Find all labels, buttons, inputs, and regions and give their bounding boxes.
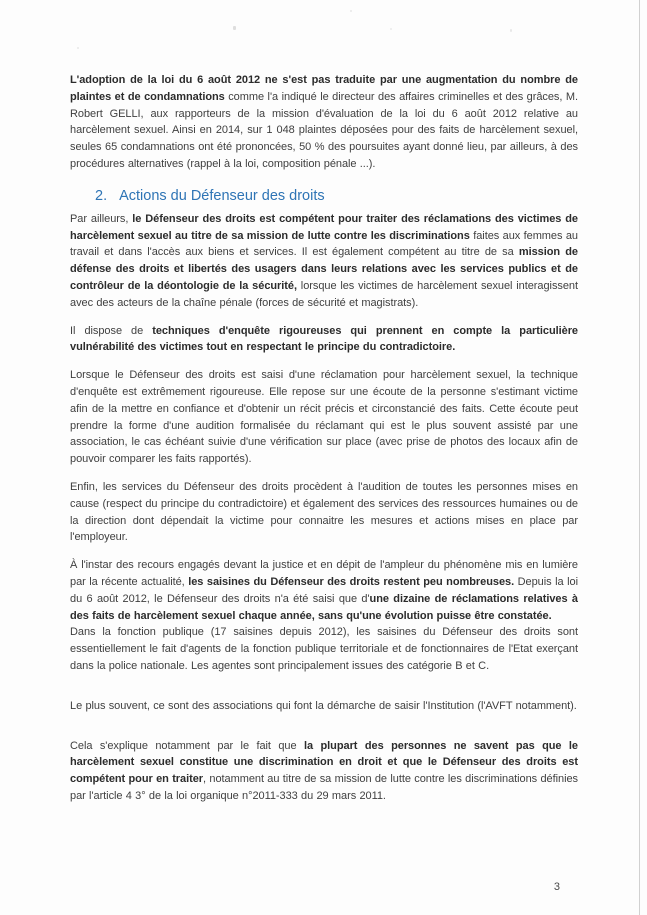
bold-text-run: les saisines du Défenseur des droits restent peu nombreuses.: [188, 575, 515, 588]
section-heading-number: 2.: [95, 187, 108, 204]
paragraph: [70, 557, 578, 624]
text-run: Depuis la loi du 6 août 2012, le Défenseur des droits n'a été saisi que d': [70, 575, 578, 605]
paragraph: [70, 323, 578, 357]
bold-text-run: une dizaine de réclamations relatives à des faits de harcèlement sexuel chaque année, sans qu'une évolution puisse être constatée.: [70, 592, 579, 622]
scan-speck: [510, 29, 512, 32]
scan-speck: [77, 47, 79, 49]
paragraph: [70, 367, 578, 468]
scan-speck: [350, 10, 352, 12]
text-run: Il dispose de: [70, 324, 153, 337]
scan-speck: [390, 28, 392, 30]
text-run: À l'instar des recours engagés devant la justice et en dépit de l'ampleur du phénomène mis en lumière par la récente actualité,: [70, 559, 578, 588]
bold-text-run: techniques d'enquête rigoureuses qui prennent en compte la particulière vulnérabilité des victimes tout en respectant le principe du contradictoire.: [70, 324, 578, 354]
text-run: , notamment au titre de sa mission de lutte contre les discriminations définies par l'article 4 3° de la loi organique n°2011-333 du 29 mars 2011.: [70, 773, 578, 802]
section-heading-text: Actions du Défenseur des droits: [119, 187, 325, 204]
scan-speck: [233, 26, 236, 30]
text-run: Le plus souvent, ce sont des associations qui font la démarche de saisir l'Institution (l'AVFT notamment).: [70, 699, 577, 712]
bold-text-run: L'adoption de la loi du 6 août 2012 ne s'est pas traduite par une augmentation du nombre de plaintes et de condamnations: [70, 74, 578, 103]
text-run: Enfin, les services du Défenseur des droits procèdent à l'audition de toutes les personnes mises en cause (respect du principe du contradictoire) et également des services des ressources humaines ou de la direction dont dépendait la victime pour connaitre les mesures et actions mises en place par l'employeur.: [70, 480, 578, 544]
paragraph: [70, 624, 578, 674]
text-run: Cela s'explique notamment par le fait que: [70, 739, 304, 752]
text-run: comme l'a indiqué le directeur des affaires criminelles et des grâces, M. Robert GELLI, aux rapporteurs de la mission d'évaluation de la loi du 6 août 2012 relative au harcèlement sexuel. Ainsi en 2014, sur 1 048 plaintes déposées pour des faits de harcèlement sexuel, seules 65 condamnations ont été prononcées, 50 % des poursuites ayant donné lieu, par ailleurs, à des procédures alternatives (rappel à la loi, composition pénale ...).: [70, 90, 578, 170]
paragraph: [70, 479, 578, 546]
text-run: Par ailleurs,: [70, 212, 133, 225]
scan-edge-line: [639, 0, 640, 915]
bold-text-run: mission de défense des droits et libertés des usagers dans leurs relations avec les services publics et de contrôleur de la déontologie de la sécurité,: [70, 246, 578, 292]
paragraph: [70, 698, 578, 715]
paragraph: [70, 738, 578, 805]
bold-text-run: la plupart des personnes ne savent pas que le harcèlement sexuel constitue une discrimination en droit et que le Défenseur des droits est compétent pour en traiter: [70, 739, 578, 786]
page-number: 3: [553, 881, 560, 893]
text-run: faites aux femmes au travail et dans l'accès aux biens et services. Il est également compétent au titre de sa: [70, 229, 578, 259]
paragraph: [70, 211, 578, 312]
section-heading: [70, 187, 578, 206]
paragraph: [70, 72, 578, 173]
bold-text-run: le Défenseur des droits est compétent pour traiter des réclamations des victimes de harcèlement sexuel au titre de sa mission de lutte contre les discriminations: [70, 212, 578, 242]
text-run: Lorsque le Défenseur des droits est saisi d'une réclamation pour harcèlement sexuel, la technique d'enquête est extrêmement rigoureuse. Elle repose sur une écoute de la personne s'estimant victime afin de la mettre en confiance et d'obtenir un récit précis et circonstancié des faits. Cette écoute peut prendre la forme d'une audition formalisée du réclamant qui est le plus souvent assisté par une association, le cas échéant suivie d'une vérification sur place (avec prise de photos des locaux afin de pouvoir comparer les faits rapportés).: [70, 369, 578, 466]
document-content: [70, 72, 578, 805]
text-run: lorsque les victimes de harcèlement sexuel interagissent avec des acteurs de la chaîne pénale (forces de sécurité et magistrats).: [70, 279, 578, 309]
text-run: Dans la fonction publique (17 saisines depuis 2012), les saisines du Défenseur des droits sont essentiellement le fait d'agents de la fonction publique territoriale et de fonctionnaires de l'Etat exerçant dans la police nationale. Les agentes sont principalement issues des catégorie B et C.: [70, 626, 578, 672]
